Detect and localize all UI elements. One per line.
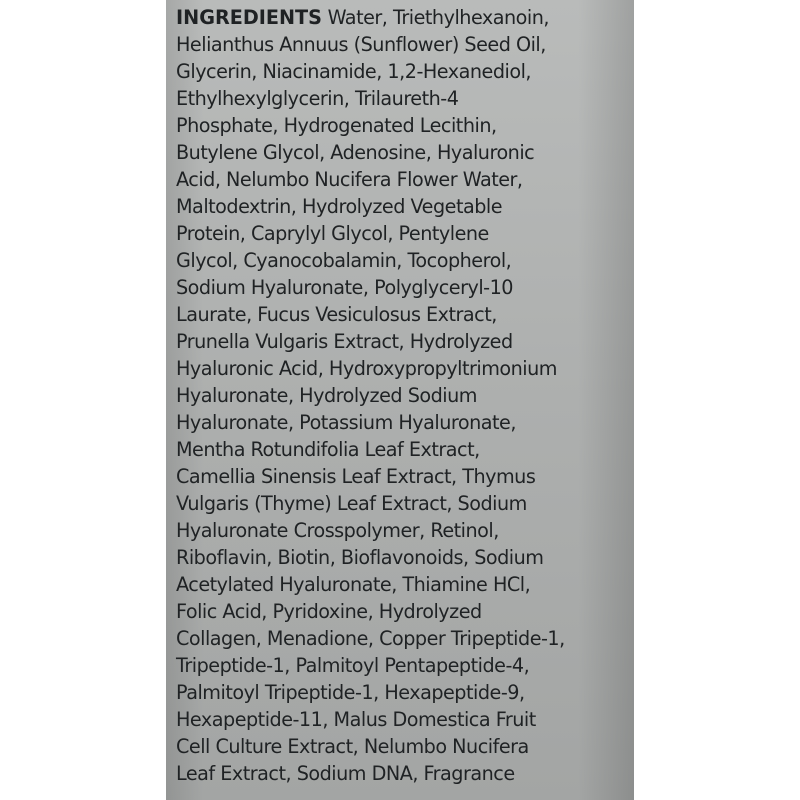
ingredients-text: Water, Triethylhexanoin, Helianthus Annuus (Sunflower) Seed Oil, Glycerin, Niacinamide, 1,2-Hexanediol, Ethylhexylglycerin, Trilaureth-4 Phosphate, Hydrogenated Lecithin, Butylene Glycol, Adenosine, Hyaluronic Acid, Nelumbo Nucifera Flower Water, Maltodextrin, Hydrolyzed Vegetable Protein, Caprylyl Glycol, Pentylene Glycol, Cyanocobalamin, Tocopherol, Sodium Hyaluronate, Polyglyceryl-10 Laurate, Fucus Vesiculosus Extract, Prunella Vulgaris Extract, Hydrolyzed Hyaluronic Acid, Hydroxypropyltrimonium Hyaluronate, Hydrolyzed Sodium Hyaluronate, Potassium Hyaluronate, Mentha Rotundifolia Leaf Extract, Camellia Sinensis Leaf Extract, Thymus Vulgaris (Thyme) Leaf Extract, Sodium Hyaluronate Crosspolymer, Retinol, Riboflavin, Biotin, Bioflavonoids, Sodium Acetylated Hyaluronate, Thiamine HCl, Folic Acid, Pyridoxine, Hydrolyzed Collagen, Menadione, Copper Tripeptide-1, Tripeptide-1, Palmitoyl Pentapeptide-4, Palmitoyl Tripeptide-1, Hexapeptide-9, Hexapeptide-11, Malus Domestica Fruit Cell Culture Extract, Nelumbo Nucifera Leaf Extract, Sodium DNA, Fragrance	[176, 6, 565, 785]
ingredients-list	[176, 4, 628, 787]
ingredients-label-panel	[166, 0, 634, 800]
ingredients-heading: INGREDIENTS	[176, 6, 322, 29]
